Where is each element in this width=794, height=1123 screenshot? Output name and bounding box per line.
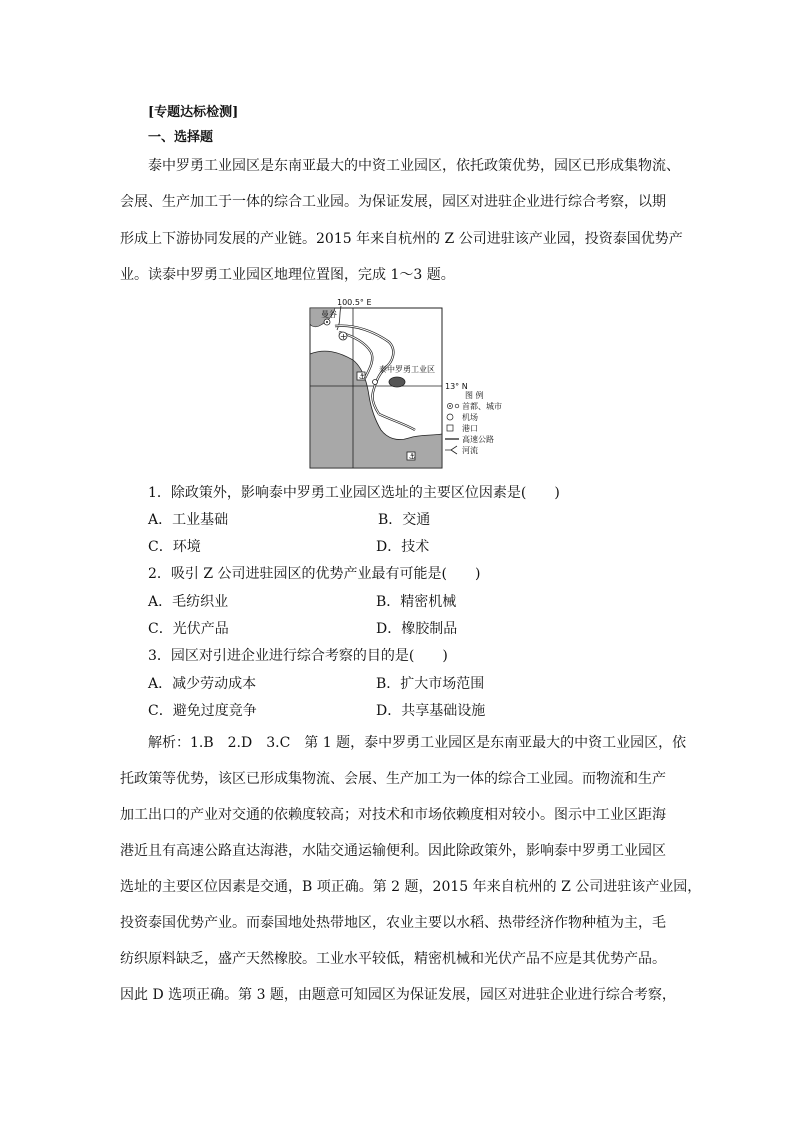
legend-item: 首都、城市 — [462, 402, 502, 411]
analysis-line: 加工出口的产业对交通的依赖度较高；对技术和市场依赖度相对较小。图示中工业区距海 — [120, 807, 666, 823]
option-a: A．工业基础 — [148, 512, 229, 528]
legend-airport-icon — [447, 414, 453, 420]
analysis-line: 纺织原料缺乏，盛产天然橡胶。工业水平较低，精密机械和光伏产品不应是其优势产品。 — [120, 951, 666, 967]
option-c: C．环境 — [148, 539, 201, 555]
legend-item: 河流 — [462, 446, 478, 455]
industrial-park-marker — [389, 377, 405, 387]
legend-title: 图 例 — [465, 391, 484, 400]
page-title: [专题达标检测] — [148, 105, 239, 120]
park-label: 泰中罗勇工业区 — [379, 365, 435, 374]
question-stem: 1．除政策外，影响泰中罗勇工业园区选址的主要区位因素是( ) — [148, 485, 560, 501]
svg-text:⚓: ⚓ — [358, 372, 366, 381]
option-c: C．光伏产品 — [148, 621, 229, 637]
analysis-line: 因此 D 选项正确。第 3 题，由题意可知园区为保证发展，园区对进驻企业进行综合考察， — [120, 987, 676, 1003]
analysis-line: 解析：1.B 2.D 3.C 第 1 题，泰中罗勇工业园区是东南亚最大的中资工业园区，依 — [148, 735, 687, 751]
option-c: C．避免过度竞争 — [148, 703, 257, 719]
option-b: B．交通 — [378, 512, 431, 528]
intro-line: 形成上下游协同发展的产业链。2015 年来自杭州的 Z 公司进驻该产业园，投资泰国优势产 — [120, 231, 683, 247]
svg-text:+: + — [340, 332, 347, 341]
legend-item: 港口 — [462, 424, 478, 433]
analysis-line: 托政策等优势，该区已形成集物流、会展、生产加工为一体的综合工业园。而物流和生产 — [120, 771, 666, 787]
city-icon — [373, 380, 378, 385]
city-label: 曼谷 — [321, 310, 337, 319]
intro-line: 泰中罗勇工业园区是东南亚最大的中资工业园区，依托政策优势，园区已形成集物流、 — [148, 158, 680, 174]
intro-line: 业。读泰中罗勇工业园区地理位置图，完成 1～3 题。 — [120, 267, 455, 283]
option-d: D．橡胶制品 — [376, 621, 458, 637]
question-stem: 2．吸引 Z 公司进驻园区的优势产业最有可能是( ) — [148, 566, 481, 582]
location-map — [305, 296, 530, 474]
analysis-line: 港近且有高速公路直达海港，水陆交通运输便利。因此除政策外，影响泰中罗勇工业园区 — [120, 843, 666, 859]
longitude-label: 100.5° E — [337, 298, 372, 307]
option-b: B．扩大市场范围 — [376, 676, 485, 692]
option-d: D．共享基础设施 — [376, 703, 486, 719]
legend-river-icon — [445, 446, 457, 454]
question-stem: 3．园区对引进企业进行综合考察的目的是( ) — [148, 648, 448, 664]
analysis-line: 选址的主要区位因素是交通，B 项正确。第 2 题，2015 年来自杭州的 Z 公司进驻该产业园， — [120, 879, 702, 895]
option-b: B．精密机械 — [376, 594, 457, 610]
option-a: A．减少劳动成本 — [148, 676, 257, 692]
option-d: D．技术 — [376, 539, 430, 555]
legend-item: 高速公路 — [462, 435, 494, 444]
latitude-label: 13° N — [445, 382, 468, 391]
analysis-line: 投资泰国优势产业。而泰国地处热带地区，农业主要以水稻、热带经济作物种植为主，毛 — [120, 915, 666, 931]
svg-text:⚓: ⚓ — [408, 452, 416, 461]
legend-port-icon — [447, 425, 453, 431]
intro-line: 会展、生产加工于一体的综合工业园。为保证发展，园区对进驻企业进行综合考察，以期 — [120, 194, 666, 210]
option-a: A．毛纺织业 — [148, 594, 229, 610]
legend-item: 机场 — [462, 413, 478, 422]
section-heading: 一、选择题 — [148, 130, 214, 145]
